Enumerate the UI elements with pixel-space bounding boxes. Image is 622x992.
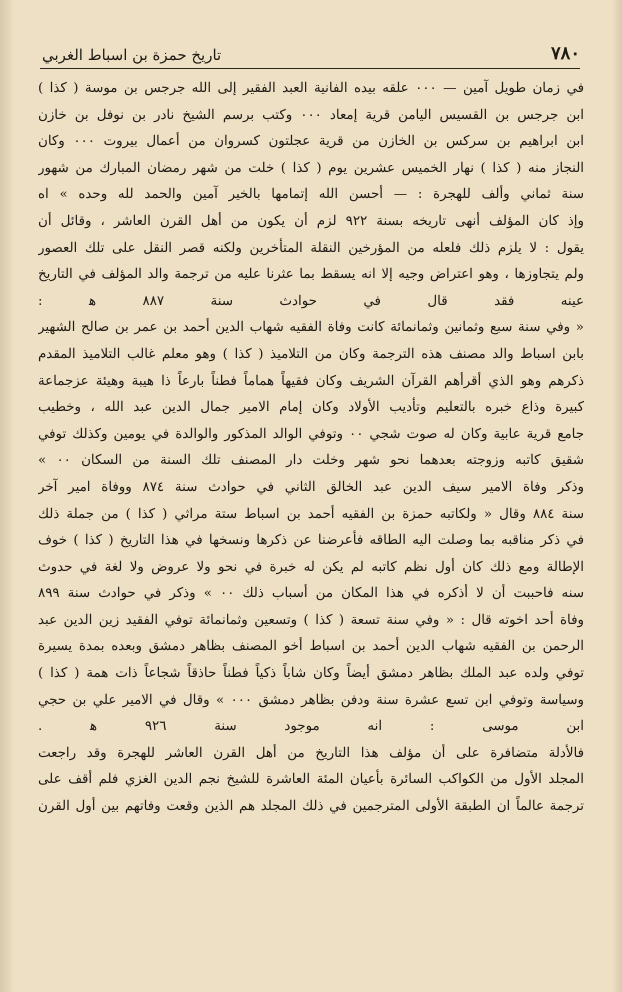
text-line: ترجمة عالماً ان الطبقة الأولى المترجمين في ذلك المجلد هم الذين وقعت وفاتهم بين أول القرن (38, 799, 584, 815)
text-line: كبيرة وذاع خبره بالتعليم وتأديب الأولاد وكان إمام الامير جمال الدين عبد الله ، وخطيب (38, 400, 584, 416)
text-line: فالأدلة متضافرة على أن مؤلف هذا التاريخ من أهل القرن العاشر للهجرة وقد راجعت (38, 745, 584, 761)
text-line: « وفي سنة سبع وثمانين وثمانمائة كانت وفاة الفقيه شهاب الدين أحمد بن عمر بن صالح الشهير (38, 320, 584, 336)
text-line: جامع قرية عابية وكان له صوت شجي ٠٠ وتوفي الوالد المذكور والوالدة في يومين وكذلك توفي (38, 426, 584, 442)
text-line: سنه فاحببت أن لا أذكره في هذا المكان من أسباب ذلك ٠٠ » وذكر في حوادث سنة ٨٩٩ (38, 586, 584, 602)
text-line: الرحمن بن الفقيه شهاب الدين أحمد بن اسباط أخو المصنف بظاهر دمشق وبعده بمدة يسيرة (38, 639, 584, 655)
page-number: ٧٨٠ (550, 43, 580, 64)
text-line: يقول : لا يلزم ذلك فلعله من المؤرخين النقلة المتأخرين ولكنه قصر النقل على تلك العصور (38, 240, 584, 256)
text-line: سنة ٨٨٤ وقال « ولكاتبه حمزة بن الفقيه أحمد بن اسباط ستة مراثي ( كذا ) من جملة ذلك (38, 506, 584, 522)
text-line: وذكر وفاة الامير سيف الدين عبد الخالق الثاني في حوادث سنة ٨٧٤ ووفاة امير آخر (38, 479, 584, 495)
page-header (42, 38, 580, 64)
text-line: وفاة أحد اخوته قال : « وفي سنة تسعة ( كذا ) وتسعين وثمانمائة توفي الفقيد زين الدين عبد (38, 612, 584, 628)
text-line: النجاز منه ( كذا ) نهار الخميس عشرين يوم ( كذا ) خلت من شهر رمضان المبارك من شهور (38, 160, 584, 176)
text-line: في ذكر مناقبه بما وصلت اليه الطاقه فأعرضنا عن ذكرها ونسخها في هذا التاريخ ( كذا ) خوف (38, 533, 584, 549)
text-line: ابن ابراهيم بن سركس بن الخازن من قرية عجلتون كسروان من أعمال بيروت ٠٠٠ وكان (38, 134, 584, 150)
text-line: في زمان طويل آمين — ٠٠٠ علقه بيده الفانية العبد الفقير إلى الله جرجس بن موسة ( كذا ) (38, 81, 584, 96)
page-edge-shadow-left (0, 0, 14, 992)
running-title: تاريخ حمزة بن اسباط الغربي (42, 46, 222, 64)
text-line: ولم يتجاوزها ، وهو اعتراض وجيه إلا انه يسقط بما عثرنا عليه من ترجمة والد المؤلف في التاريخ (38, 267, 584, 283)
text-line: توفي ولده عبد الملك بظاهر دمشق أيضاً وكان شاباً ذكياً فطناً حاذقاً شجاعاً ذات همة ( كذا ) (38, 666, 584, 682)
text-line: ذكرهم وهو الذي أقرأهم القرآن الشريف وكان فقيهاً هماماً فطناً بارعاً ذا هيبة وهيئة عزجماعة (38, 373, 584, 389)
text-line: الإطالة ومع ذلك كان أول نظم كاتبه لم يكن له خبرة في نحو ولا عروض ولا لغة في حدوث (38, 559, 584, 575)
text-line: وسياسة وتوفي ابن تسع عشرة سنة ودفن بظاهر دمشق ٠٠٠ » وقال في الامير علي بن حجي (38, 692, 584, 708)
text-line: المجلد الأول من الكواكب السائرة بأعيان المئة العاشرة للشيخ نجم الدين الغزي فلم أقف على (38, 772, 584, 788)
text-line: ابن موسى : انه موجود سنة ٩٢٦ ﻫ . (38, 719, 584, 735)
page-edge-shadow-right (612, 0, 622, 992)
text-line: ابن جرجس بن القسيس اليامن قرية إمعاد ٠٠٠ وكتب برسم الشيخ نادر بن نوفل بن خازن (38, 107, 584, 123)
text-line: وإذ كان المؤلف أنهى تاريخه بسنة ٩٢٢ لزم أن يكون من أهل القرن العاشر ، وقائل أن (38, 213, 584, 229)
body-text (38, 76, 584, 821)
text-line: سنة ثماني وألف للهجرة : — أحسن الله إتمامها بالخير آمين والحمد لله وحده » اه (38, 187, 584, 203)
header-rule (40, 68, 580, 69)
text-line: شقيق كاتبه وزوجته بعدهما نحو شهر وخلت دار المصنف تلك السنة من السكان ٠٠ » (38, 453, 584, 469)
text-line: بابن اسباط والد مصنف هذه الترجمة وكان من التلاميذ ( كذا ) وهو معلم غالب التلاميذ المقدم (38, 346, 584, 362)
text-line: عينه فقد قال في حوادث سنة ٨٨٧ ﻫ : (38, 293, 584, 309)
